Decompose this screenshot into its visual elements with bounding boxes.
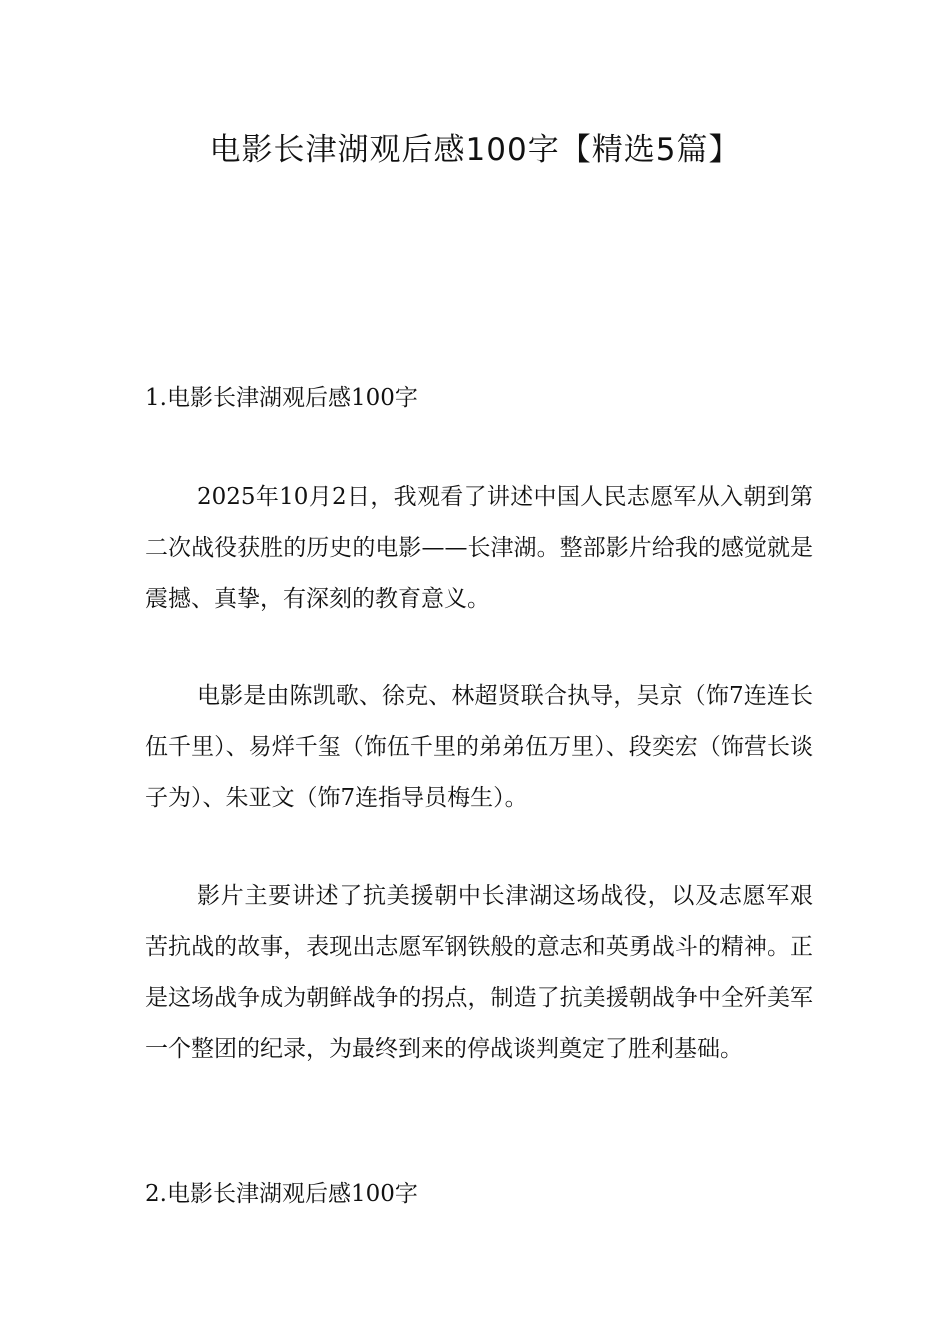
section-heading-2: 2.电影长津湖观后感100字: [145, 1181, 418, 1207]
section-heading-1: 1.电影长津湖观后感100字: [145, 385, 418, 411]
paragraph: 电影是由陈凯歌、徐克、林超贤联合执导，吴京（饰7连连长伍千里）、易烊千玺（饰伍千里的弟弟伍万里）、段奕宏（饰营长谈子为）、朱亚文（饰7连指导员梅生）。: [145, 683, 813, 811]
paragraph: 2025年10月2日，我观看了讲述中国人民志愿军从入朝到第二次战役获胜的历史的电影——长津湖。整部影片给我的感觉就是震撼、真挚，有深刻的教育意义。: [145, 484, 813, 612]
paragraph: 影片主要讲述了抗美援朝中长津湖这场战役，以及志愿军艰苦抗战的故事，表现出志愿军钢铁般的意志和英勇战斗的精神。正是这场战争成为朝鲜战争的拐点，制造了抗美援朝战争中全歼美军一个整团的纪录，为最终到来的停战谈判奠定了胜利基础。: [145, 883, 813, 1062]
document-title: 电影长津湖观后感100字【精选5篇】: [209, 132, 741, 168]
